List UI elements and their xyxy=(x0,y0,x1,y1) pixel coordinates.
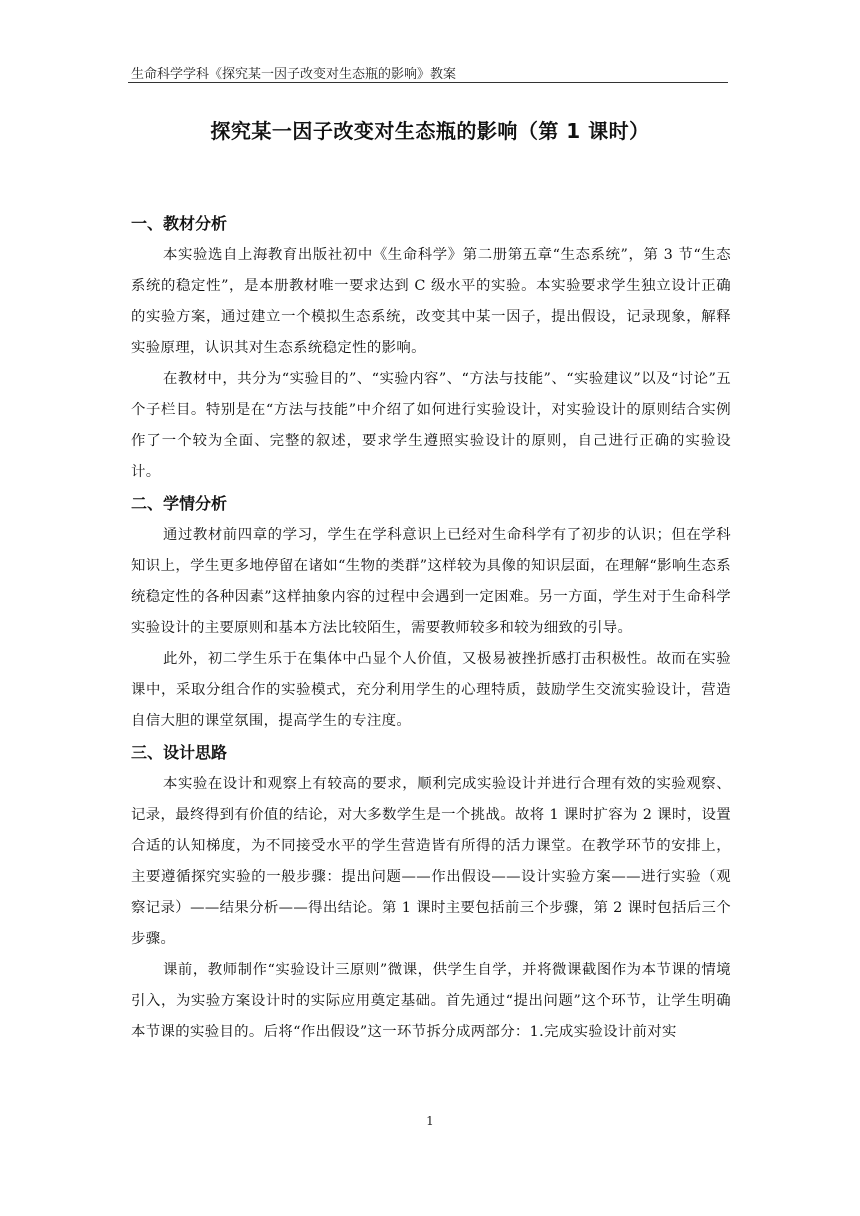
section-heading: 三、设计思路 xyxy=(131,743,228,762)
paragraph: 本实验在设计和观察上有较高的要求，顺利完成实验设计并进行合理有效的实验观察、记录，最终得到有价值的结论，对大多数学生是一个挑战。故将 1 课时扩容为 2 课时，设置合适的认知梯度，为不同接受水平的学生营造皆有所得的活力课堂。在教学环节的安排上，主要遵循探究实验的一般步骤：提出问题——作出假设——设计实验方案——进行实验（观察记录）——结果分析——得出结论。第 1 课时主要包括前三个步骤，第 2 课时包括后三个步骤。 xyxy=(131,776,731,947)
paragraph: 此外，初二学生乐于在集体中凸显个人价值，又极易被挫折感打击积极性。故而在实验课中，采取分组合作的实验模式，充分利用学生的心理特质，鼓励学生交流实验设计，营造自信大胆的课堂氛围，提高学生的专注度。 xyxy=(131,651,731,729)
section-heading: 二、学情分析 xyxy=(131,494,228,513)
page-number: 1 xyxy=(426,1114,434,1128)
paragraph: 本实验选自上海教育出版社初中《生命科学》第二册第五章“生态系统”，第 3 节“生态系统的稳定性”，是本册教材唯一要求达到 C 级水平的实验。本实验要求学生独立设计正确的实验方案，通过建立一个模拟生态系统，改变其中某一因子，提出假设，记录现象，解释实验原理，认识其对生态系统稳定性的影响。 xyxy=(131,247,731,356)
section-heading: 一、教材分析 xyxy=(131,214,228,233)
running-header: 生命科学学科《探究某一因子改变对生态瓶的影响》教案 xyxy=(131,67,457,82)
document-title: 探究某一因子改变对生态瓶的影响（第 1 课时） xyxy=(210,119,650,143)
section-student-analysis xyxy=(131,488,731,737)
section-design-idea xyxy=(131,737,731,1048)
document-body xyxy=(131,208,731,1048)
header-divider xyxy=(128,82,728,83)
paragraph: 在教材中，共分为“实验目的”、“实验内容”、“方法与技能”、“实验建议”以及“讨论”五个子栏目。特别是在“方法与技能”中介绍了如何进行实验设计，对实验设计的原则结合实例作了一个较为全面、完整的叙述，要求学生遵照实验设计的原则，自己进行正确的实验设计。 xyxy=(131,371,731,480)
paragraph: 课前，教师制作“实验设计三原则”微课，供学生自学，并将微课截图作为本节课的情境引入，为实验方案设计时的实际应用奠定基础。首先通过“提出问题”这个环节，让学生明确本节课的实验目的。后将“作出假设”这一环节拆分成两部分：1.完成实验设计前对实 xyxy=(131,962,731,1040)
section-textbook-analysis xyxy=(131,208,731,488)
paragraph: 通过教材前四章的学习，学生在学科意识上已经对生命科学有了初步的认识；但在学科知识上，学生更多地停留在诸如“生物的类群”这样较为具像的知识层面，在理解“影响生态系统稳定性的各种因素”这样抽象内容的过程中会遇到一定困难。另一方面，学生对于生命科学实验设计的主要原则和基本方法比较陌生，需要教师较多和较为细致的引导。 xyxy=(131,527,731,636)
